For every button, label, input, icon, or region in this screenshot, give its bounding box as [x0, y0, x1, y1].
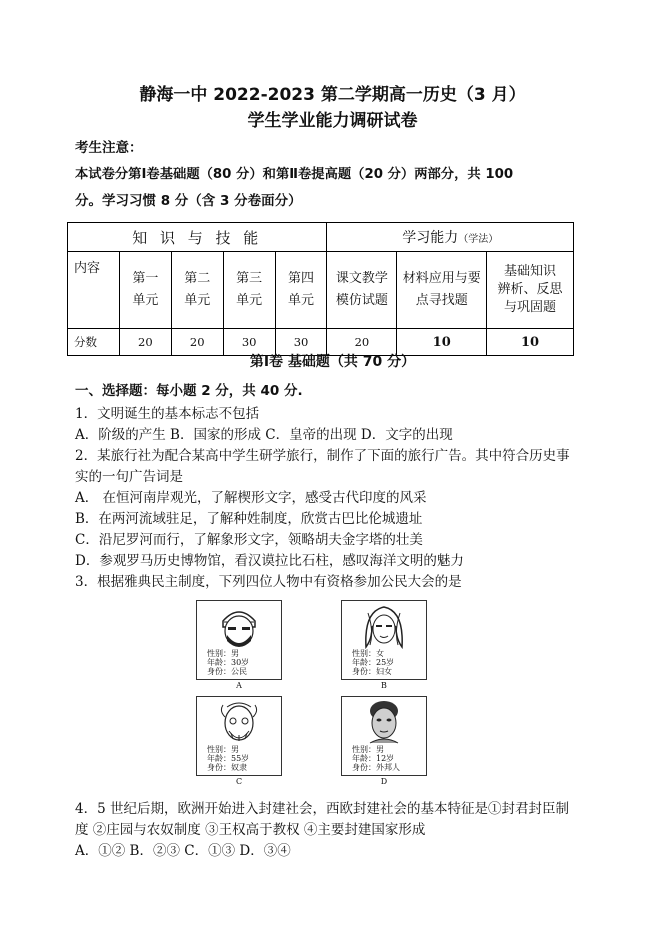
col-unit3-header: 第三 单元 — [223, 252, 275, 329]
part1-heading: 一、选择题：每小题 2 分，共 40 分. — [75, 383, 303, 399]
group-ability-header: 学习能力（学法） — [327, 223, 574, 252]
q2-stem-line1: 2．某旅行社为配合某高中学生研学旅行，制作了下面的旅行广告。其中符合历史事 — [75, 448, 570, 464]
section1-heading: 第Ⅰ卷 基础题（共 70 分） — [249, 354, 416, 370]
card-a-info: 性别：男 年龄：30岁 身份：公民 — [207, 649, 250, 676]
notice-label: 考生注意： — [75, 140, 143, 156]
score-unit1: 20 — [119, 329, 171, 356]
q2-option-c: C．沿尼罗河而行，了解象形文字，领略胡夫金字塔的壮美 — [75, 532, 423, 548]
notice-line1: 本试卷分第Ⅰ卷基础题（80 分）和第Ⅱ卷提高题（20 分）两部分，共 100 — [75, 167, 514, 182]
q2-option-d: D．参观罗马历史博物馆，看汉谟拉比石柱，感叹海洋文明的魅力 — [75, 553, 464, 569]
man-with-helmet-portrait — [197, 601, 281, 651]
exam-title-line1: 静海一中 2022-2023 第二学期高一历史（3 月） — [139, 85, 526, 105]
group-knowledge-header: 知 识 与 技 能 — [68, 223, 327, 252]
q1-stem: 1．文明诞生的基本标志不包括 — [75, 406, 260, 422]
q2-stem-line2: 实的一句广告词是 — [75, 469, 183, 485]
q1-options: A．阶级的产生 B．国家的形成 C．皇帝的出现 D．文字的出现 — [75, 427, 453, 443]
col-material-header: 材料应用与要 点寻找题 — [397, 252, 487, 329]
person-card-d — [341, 696, 427, 786]
q4-stem-line2: 度 ②庄园与农奴制度 ③王权高于教权 ④主要封建国家形成 — [75, 822, 426, 838]
card-b-letter: B — [381, 681, 387, 690]
score-table — [67, 222, 574, 356]
score-unit3: 30 — [223, 329, 275, 356]
q2-option-b: B．在两河流域驻足，了解种姓制度，欣赏古巴比伦城遗址 — [75, 511, 423, 527]
person-card-a — [196, 600, 282, 690]
q4-options: A．①② B．②③ C．①③ D．③④ — [75, 843, 291, 859]
q3-stem: 3．根据雅典民主制度，下列四位人物中有资格参加公民大会的是 — [75, 574, 462, 590]
col-imitation-header: 课文教学 模仿试题 — [327, 252, 397, 329]
score-basic: 10 — [487, 329, 574, 356]
boy-portrait — [342, 697, 426, 747]
old-man-portrait — [197, 697, 281, 747]
q4-stem-line1: 4．5 世纪后期，欧洲开始进入封建社会，西欧封建社会的基本特征是①封君封臣制 — [75, 801, 569, 817]
col-unit4-header: 第四 单元 — [275, 252, 327, 329]
card-d-info: 性别：男 年龄：12岁 身份：外邦人 — [352, 745, 400, 772]
card-a-letter: A — [236, 681, 242, 690]
card-d-letter: D — [380, 777, 388, 786]
exam-title-line2: 学生学业能力调研试卷 — [247, 111, 418, 131]
woman-portrait — [342, 601, 426, 651]
card-c-info: 性别：男 年龄：55岁 身份：奴隶 — [207, 745, 250, 772]
score-unit2: 20 — [171, 329, 223, 356]
row-label-score: 分数 — [68, 329, 120, 356]
person-card-b — [341, 600, 427, 690]
score-unit4: 30 — [275, 329, 327, 356]
score-imitation: 20 — [327, 329, 397, 356]
q2-option-a: A． 在恒河南岸观光，了解楔形文字，感受古代印度的风采 — [75, 490, 427, 506]
score-material: 10 — [397, 329, 487, 356]
col-unit2-header: 第二 单元 — [171, 252, 223, 329]
row-label-content: 内容 — [68, 252, 120, 329]
col-basic-header: 基础知识 辨析、反思 与巩固题 — [487, 252, 574, 329]
notice-line2: 分。学习习惯 8 分（含 3 分卷面分） — [75, 193, 302, 209]
col-unit1-header: 第一 单元 — [119, 252, 171, 329]
card-c-letter: C — [235, 777, 243, 786]
card-b-info: 性别：女 年龄：25岁 身份：妇女 — [352, 649, 395, 676]
person-card-c — [196, 696, 282, 786]
